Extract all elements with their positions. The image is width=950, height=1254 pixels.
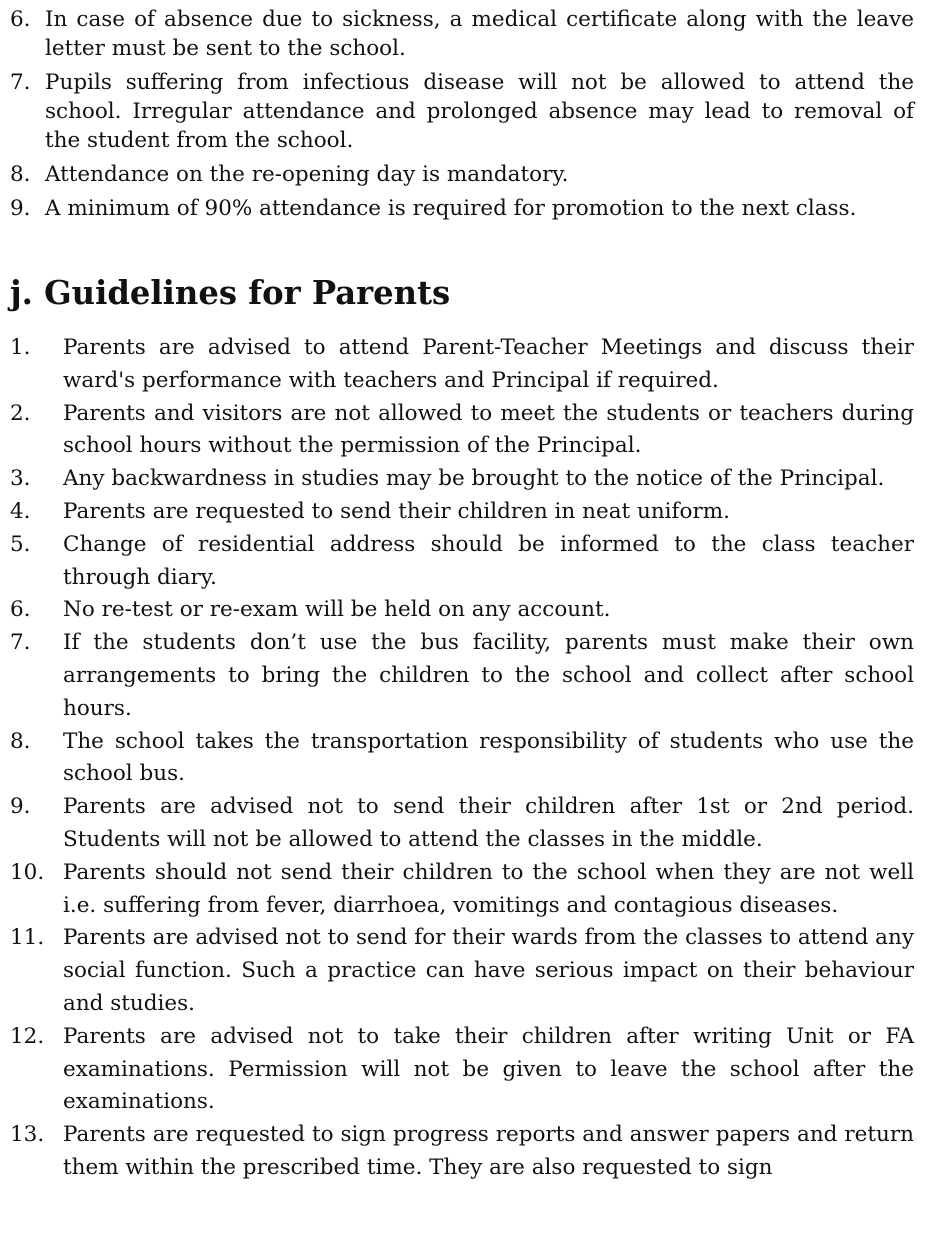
item-number: 8. (10, 728, 31, 754)
item-number: 11. (10, 925, 45, 951)
list-item (10, 627, 914, 725)
item-text: Any backwardness in studies may be brought to the notice of the Principal. (63, 466, 885, 492)
item-text: If the students don’t use the bus facility, parents must make their own arrangements to bring the children to the school and collect after school hours. (63, 630, 914, 721)
item-number: 5. (10, 531, 31, 557)
parent-guidelines-list (10, 332, 914, 1185)
item-text: Parents are advised not to send for their wards from the classes to attend any social function. Such a practice can have serious impact on their behaviour and studies. (63, 925, 914, 1016)
item-number: 8. (10, 162, 31, 187)
item-text: Parents and visitors are not allowed to meet the students or teachers during school hours without the permission of the Principal. (63, 400, 914, 459)
item-text: Parents are advised not to take their children after writing Unit or FA examinations. Permission will not be given to leave the school after the examinations. (63, 1023, 914, 1115)
list-item (10, 160, 914, 189)
item-text: Pupils suffering from infectious disease will not be allowed to attend the school. Irregular attendance and prolonged absence may lead to removal of the student from the school. (45, 70, 914, 153)
list-item (10, 332, 914, 398)
item-text: In case of absence due to sickness, a medical certificate along with the leave letter must be sent to the school. (45, 7, 914, 61)
list-item (10, 5, 914, 63)
item-text: A minimum of 90% attendance is required for promotion to the next class. (45, 196, 857, 221)
item-text: Parents should not send their children to the school when they are not well i.e. suffering from fever, diarrhoea, vomitings and contagious diseases. (63, 859, 914, 918)
item-number: 6. (10, 7, 31, 32)
item-text: The school takes the transportation responsibility of students who use the school bus. (63, 728, 914, 787)
item-text: Attendance on the re-opening day is mandatory. (45, 162, 569, 187)
item-text: Parents are advised to attend Parent-Teacher Meetings and discuss their ward's performance with teachers and Principal if required. (63, 335, 914, 393)
list-item (10, 68, 914, 155)
item-number: 4. (10, 498, 31, 524)
list-item (10, 922, 914, 1020)
item-number: 13. (10, 1122, 45, 1148)
item-number: 10. (10, 859, 45, 885)
list-item (10, 1021, 914, 1119)
item-text: Parents are advised not to send their children after 1st or 2nd period. Students will not be allowed to attend the classes in the middle. (63, 794, 914, 852)
item-number: 3. (10, 466, 31, 492)
item-number: 6. (10, 597, 31, 623)
attendance-rules-list (10, 5, 914, 228)
list-item (10, 194, 914, 223)
list-item (10, 594, 914, 627)
list-item (10, 463, 914, 496)
item-number: 2. (10, 400, 31, 426)
item-text: No re-test or re-exam will be held on any account. (63, 597, 611, 623)
list-item (10, 791, 914, 857)
list-item (10, 496, 914, 529)
item-text: Parents are requested to sign progress reports and answer papers and return them within the prescribed time. They are also requested to sign (63, 1122, 914, 1180)
item-number: 7. (10, 70, 31, 95)
item-text: Parents are requested to send their children in neat uniform. (63, 498, 730, 524)
item-number: 9. (10, 196, 31, 221)
list-item (10, 857, 914, 923)
item-number: 9. (10, 794, 31, 820)
section-heading: j. Guidelines for Parents (10, 274, 451, 312)
list-item (10, 726, 914, 792)
list-item (10, 1119, 914, 1185)
list-item (10, 398, 914, 464)
item-number: 7. (10, 630, 31, 656)
list-item (10, 529, 914, 595)
item-number: 12. (10, 1023, 45, 1049)
item-text: Change of residential address should be informed to the class teacher through diary. (63, 531, 914, 590)
item-number: 1. (10, 335, 31, 360)
